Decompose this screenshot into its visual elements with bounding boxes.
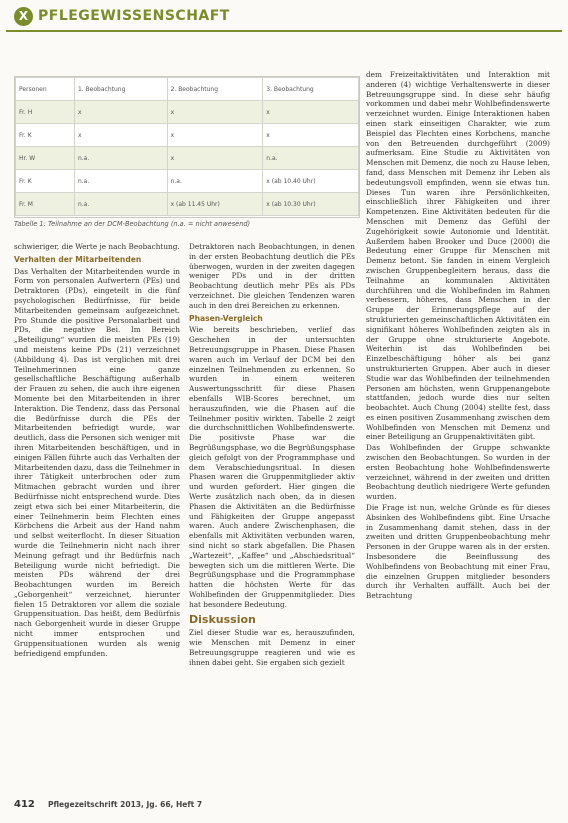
table-cell: x — [167, 147, 263, 170]
paragraph: Das Verhalten der Mitarbeitenden wurde in Form von personalen Aufwertern (PEs) und Detraktoren (PDs), eingeteilt in die fünf psychologischen Bedürfnisse, für beide Mitarbeitenden gemeinsam aufgezeichnet. Pro Stunde die positive Personalarbeit und PDs, die negative Bei. Im Bereich „Beteiligung“ wurden die meisten PEs (19) und meistens keine PDs (21) verzeichnet (Abbildung 4). Das ist verglichen mit drei Teilnehmerinnen eine ganze gesellschaftliche Beschäftigung außerhalb der Frauen zu sehen, die auch ihre eigenen Momente bei den Mitarbeitenden in ihrer Interaktion. Die Tendenz, dass das Personal die Bedürfnisse durch die PEs der Mitarbeitenden befriedigt wurde, war deutlich, dass die Personen sich weniger mit ihren Mitarbeitenden beschäftigen, und in einigen Fällen führte auch das Verhalten der Mitarbeitenden dazu, dass die Teilnehmer in ihrer Tätigkeit unterbrochen oder zum Mitmachen gebracht wurden und ihrer Bedürfnisse nicht entsprechend wurde. Dies zeigt etwa sich bei einer Mitarbeiterin, die einer Teilnehmerin beim Flechten eines Körbchens die Arbeit aus der Hand nahm und selbst weiterflocht. In dieser Situation wurde die Teilnehmerin nicht nach ihrer Meinung gefragt und ihr Bedürfnis nach Beteiligung wurde nicht befriedigt. Die meisten PDs während der drei Beobachtungen wurden im Bereich „Geborgenheit“ verzeichnet, hierunter fielen 15 Detraktoren vor allem die soziale Gruppensituation. Das heißt, dem Bedürfnis nach Geborgenheit wurde in dieser Gruppe nicht immer entsprochen und Gruppensituationen wurden als wenig befriedigend empfunden. — [14, 266, 180, 658]
table-row — [16, 170, 359, 193]
subheading: Verhalten der Mitarbeitenden — [14, 254, 142, 264]
table-cell: x (ab 10.30 Uhr) — [263, 193, 359, 216]
paragraph: Die Frage ist nun, welche Gründe es für dieses Absinken des Wohlbefindens gibt. Eine Ursache in Zusammenhang damit stehen, dass in der zweiten und dritten Gruppenbeobachtung mehr Personen in der Gruppe waren als in der ersten. Insbesondere die Beeinflussung des Wohlbefindens von Beobachtung mit einer Frau, die einzelnen Gruppen mitglieder besonders durch ihr Verhalten auffällt. Auch bei der Betrachtung — [366, 503, 550, 601]
table-row — [16, 101, 359, 124]
table-cell: Fr. K — [16, 124, 75, 147]
paragraph: Wie bereits beschrieben, verlief das Geschehen in der untersuchten Betreuungsgruppe in Phasen. Diese Phasen waren auch im Verlauf der DCM bei den einzelnen Teilnehmenden zu erkennen. So wurden in einem weiteren Auswertungsschritt für diese Phasen ebenfalls WIB-Scores berechnet, um herauszufinden, wie die Phasen auf die Teilnehmer positiv wirkten. Tabelle 2 zeigt die durchschnittlichen Wohlbefindenswerte. Die positivste Phase war die Begrüßungsphase, wo die Begrüßungsphase gleich gefolgt von der Programmphase und dem Verabschiedungsritual. In diesen Phasen waren die Gruppenmitglieder aktiv und wurden gefordert. Hier gingen die Werte zusätzlich nach oben, da in diesen Phasen die Aktivitäten an die Bedürfnisse und Fähigkeiten der Gruppe angepasst waren. Auch andere Zwischenphasen, die ebenfalls mit Aktivitäten verbunden waren, sind nicht so stark abgefallen. Die Phasen „Wartezeit“, „Kaffee“ und „Abschiedsritual“ bewegten sich um die mittleren Werte. Die Begrüßungsphase und die Programmphase hatten die höchsten Werte für das Wohlbefinden der Gruppenmitglieder. Dies hat besondere Bedeutung. — [189, 325, 355, 609]
table-cell: x — [74, 101, 167, 124]
table-header-cell: 2. Beobachtung — [167, 78, 263, 101]
section-badge-icon: X — [14, 7, 33, 26]
table-cell: n.a. — [74, 193, 167, 216]
section-heading: Diskussion — [189, 613, 256, 627]
table-cell: x — [167, 124, 263, 147]
table-cell: n.a. — [167, 170, 263, 193]
table-row — [16, 147, 359, 170]
table-row — [16, 193, 359, 216]
table-header-cell: 1. Beobachtung — [74, 78, 167, 101]
table-cell: Fr. H — [16, 101, 75, 124]
table-cell: x (ab 10.40 Uhr) — [263, 170, 359, 193]
table-cell: n.a. — [74, 170, 167, 193]
section-title: PFLEGEWISSENSCHAFT — [38, 8, 230, 24]
table-cell: Fr. M — [16, 193, 75, 216]
page-footer — [14, 792, 202, 811]
table-cell: x — [263, 101, 359, 124]
text-column-3 — [366, 70, 550, 602]
paragraph: Das Wohlbefinden der Gruppe schwankte zwischen den Beobachtungen. So wurden in der ersten Beobachtung hohe Wohlbefindenswerte verzeichnet, während in der zweiten und dritten Beobachtung deutlich niedrigere Werte gefunden wurden. — [366, 443, 550, 502]
table-header-cell: Personen — [16, 78, 75, 101]
paragraph: schwieriger, die Werte je nach Beobachtung. — [14, 242, 180, 251]
table-row — [16, 124, 359, 147]
table-cell: n.a. — [263, 147, 359, 170]
paragraph: dem Freizeitaktivitäten und Interaktion mit anderen (4) wichtige Verhaltenswerte in dieser Betreuungsgruppe sind. In diese sehr häufig vorkommen und dabei mehr Wohlbefindenswerte verzeichnet wurden. Einige Interaktionen haben einen stark einseitigen Charakter, wie zum Beispiel das Flechten eines Korbchens, manche von den Betreuenden durchgeführt (2009) aufmerksam. Eine Studie zu Aktivitäten von Menschen mit Demenz, die noch zu Hause leben, fand, dass Menschen mit Demenz ihr Leben als bedeutungsvoll empfinden, wenn sie etwas tun. Dieses Tun waren ihre Persönlichkeiten, einschließlich ihrer Fähigkeiten und ihrer Kompetenzen. Eine Aktivitäten bedeuten für die Menschen mit Demenz das Gefühl der Zugehörigkeit sowie Autonomie und Identität. Außerdem haben Brooker und Duce (2000) die Bedeutung einer Gruppe für Menschen mit Demenz betont. Sie fanden in einem Vergleich zwischen Gruppenbegleitern heraus, dass die Teilnahme an kommunalen Aktivitäten durchführen und die Wohlbefinden im Rahmen verbessern, höheres, dass Menschen in der Gruppe der Erinnerungspflege auf der strukturierten gemeinschaftlichen Aktivitäten ein signifikant höheres Wohlbefinden zeigten als in der Gruppe ohne strukturierte Angebote. Weiterhin ist das Wohlbefinden bei Einzelbeschäftigung höher als bei ganz unstrukturierten Gruppen. Aber auch in dieser Studie war das Wohlbefinden der teilnehmenden Personen am höchsten, wenn Gruppenangebote stattfanden, jedoch wurde dies nur selten beobachtet. Auch Chung (2004) stellte fest, dass es einen positiven Zusammenhang zwischen dem Wohlbefinden von Menschen mit Demenz und einer Beteiligung an Gruppenaktivitäten gibt. — [366, 70, 550, 442]
text-column-2 — [189, 242, 355, 668]
participation-table — [15, 77, 359, 216]
text-column-1 — [14, 242, 180, 659]
table-caption: Tabelle 1: Teilnahme an der DCM-Beobachtung (n.a. = nicht anwesend) — [14, 220, 251, 228]
header-rule — [6, 30, 562, 32]
section-header — [6, 4, 562, 30]
table-cell: x — [74, 124, 167, 147]
paragraph: Ziel dieser Studie war es, herauszufinden, wie Menschen mit Demenz in einer Betreuungsgruppe reagieren und wie es ihnen dabei geht. Sie ergaben sich gezielt — [189, 628, 355, 667]
page-number: 412 — [14, 799, 35, 810]
table-cell: x — [167, 101, 263, 124]
journal-citation: Pflegezeitschrift 2013, Jg. 66, Heft 7 — [47, 800, 203, 809]
paragraph: Detraktoren nach Beobachtungen, in denen in der ersten Beobachtung deutlich die PEs überwogen, wurden in der zweiten dagegen weniger PDs und in der dritten Beobachtung deutlich mehr PEs als PDs verzeichnet. Die gleichen Tendenzen waren auch in den drei Bereichen zu erkennen. — [189, 242, 355, 310]
table-cell: x (ab 11.45 Uhr) — [167, 193, 263, 216]
table-cell: Fr. K — [16, 170, 75, 193]
table-header-row — [16, 78, 359, 101]
table-cell: Hr. W — [16, 147, 75, 170]
table-cell: n.a. — [74, 147, 167, 170]
subheading: Phasen-Vergleich — [189, 313, 263, 323]
table-header-cell: 3. Beobachtung — [263, 78, 359, 101]
participation-table-figure — [14, 76, 360, 218]
table-cell: x — [263, 124, 359, 147]
